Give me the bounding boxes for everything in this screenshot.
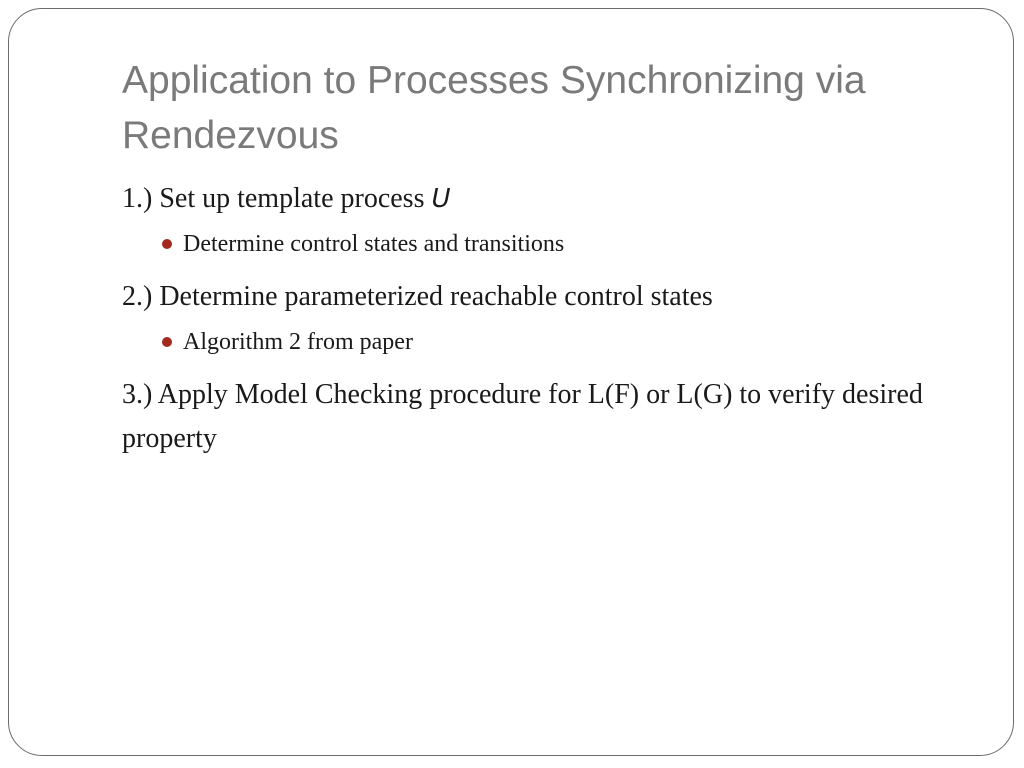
- step-1-subitem-text: Determine control states and transitions: [183, 231, 565, 257]
- step-2: [122, 275, 992, 319]
- slide-content: [122, 177, 992, 475]
- step-2-subitem: [162, 325, 992, 359]
- step-3-text: 3.) Apply Model Checking procedure for L(F) or L(G) to verify desired property: [122, 379, 923, 454]
- step-2-text: 2.) Determine parameterized reachable control states: [122, 281, 713, 312]
- step-1-text: 1.) Set up template process: [122, 183, 432, 214]
- slide-title: Application to Processes Synchronizing via Rendezvous: [122, 59, 866, 157]
- step-3: [122, 373, 992, 461]
- round-bullet-icon: [162, 337, 172, 347]
- template-process-symbol: U: [431, 184, 451, 214]
- round-bullet-icon: [162, 239, 172, 249]
- step-1: [122, 177, 992, 221]
- step-2-subitem-text: Algorithm 2 from paper: [183, 329, 413, 355]
- step-1-subitem: [162, 227, 992, 261]
- slide-frame: [8, 8, 1014, 756]
